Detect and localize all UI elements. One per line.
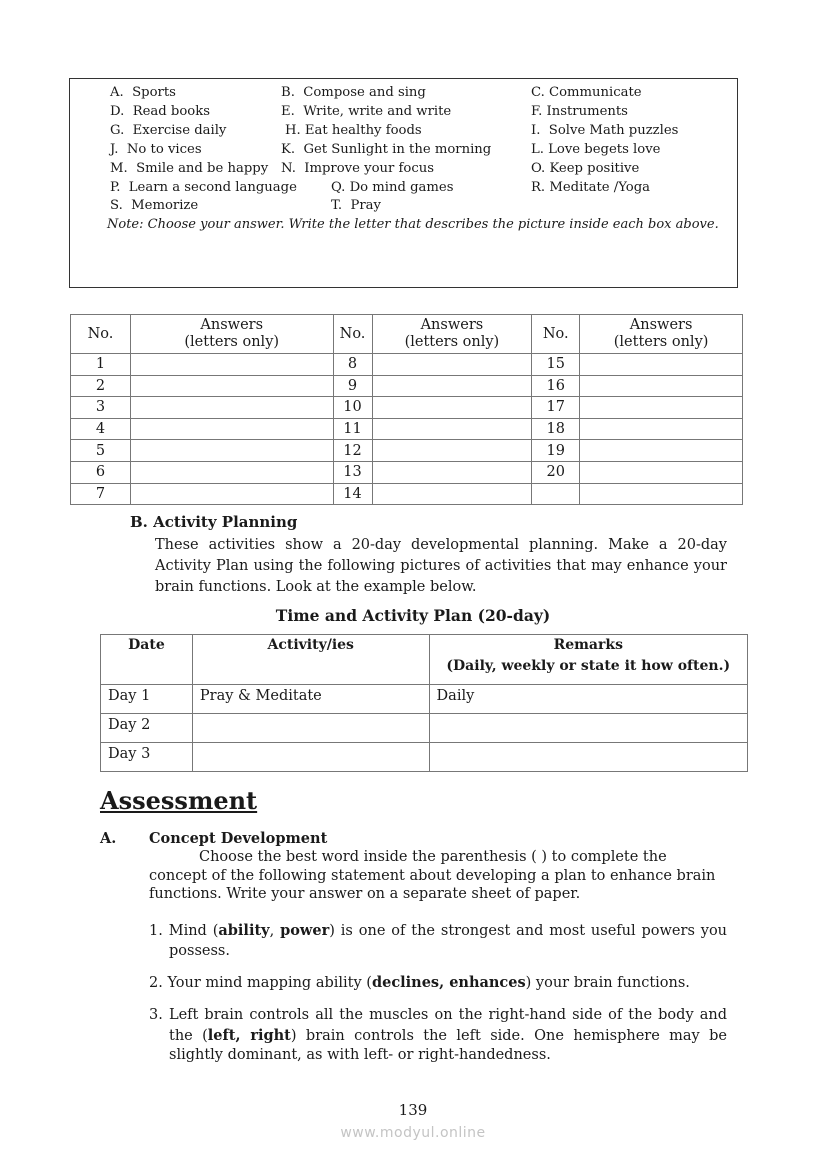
table-row xyxy=(71,483,743,505)
choice-m: M. Smile and be happy xyxy=(110,161,269,176)
header-no: No. xyxy=(333,315,372,354)
item-number: 12 xyxy=(333,440,372,462)
activity-planning-heading: B. Activity Planning xyxy=(130,513,298,531)
choice-i: I. Solve Math puzzles xyxy=(531,123,679,138)
answer-cell[interactable] xyxy=(130,440,333,462)
remarks-cell[interactable] xyxy=(429,714,747,743)
item-number: 11 xyxy=(333,418,372,440)
choice-o: O. Keep positive xyxy=(531,161,640,176)
table-row xyxy=(71,375,743,397)
answer-cell[interactable] xyxy=(372,483,532,505)
item-number: 15 xyxy=(532,354,580,376)
answer-cell[interactable] xyxy=(372,461,532,483)
question-3: 3. Left brain controls all the muscles on the right-hand side of the body and the (left, right) brain controls the left side. One hemisphere may be slightly dominant, as with left- or right-handedness. xyxy=(149,1007,727,1063)
answer-cell[interactable] xyxy=(130,397,333,419)
item-number: 13 xyxy=(333,461,372,483)
choice-p: P. Learn a second language xyxy=(110,180,297,195)
header-answers: Answers (letters only) xyxy=(580,315,743,354)
page-number: 139 xyxy=(398,1101,428,1119)
item-number: 5 xyxy=(71,440,131,462)
choices-box xyxy=(69,78,738,288)
answer-cell[interactable] xyxy=(580,418,743,440)
answer-cell[interactable] xyxy=(580,483,743,505)
activity-cell[interactable] xyxy=(192,743,429,772)
choice-d: D. Read books xyxy=(110,104,210,119)
section-letter: A. xyxy=(100,830,117,847)
header-remarks: Remarks (Daily, weekly or state it how often.) xyxy=(429,635,747,685)
answer-cell[interactable] xyxy=(580,397,743,419)
item-number: 10 xyxy=(333,397,372,419)
choice-g: G. Exercise daily xyxy=(110,123,227,138)
answer-cell[interactable] xyxy=(580,354,743,376)
choice-e: E. Write, write and write xyxy=(281,104,452,119)
item-number xyxy=(532,483,580,505)
item-number: 9 xyxy=(333,375,372,397)
watermark: www.modyul.online xyxy=(340,1125,486,1141)
table-row xyxy=(71,354,743,376)
remarks-cell[interactable] xyxy=(429,743,747,772)
table-row xyxy=(101,714,748,743)
header-activity: Activity/ies xyxy=(192,635,429,685)
date-cell: Day 1 xyxy=(101,685,193,714)
table-row xyxy=(71,418,743,440)
answer-cell[interactable] xyxy=(372,440,532,462)
header-no: No. xyxy=(532,315,580,354)
item-number: 18 xyxy=(532,418,580,440)
item-number: 2 xyxy=(71,375,131,397)
item-number: 14 xyxy=(333,483,372,505)
choices-note: Note: Choose your answer. Write the letter that describes the picture inside each box above. xyxy=(107,217,719,232)
section-title: Concept Development xyxy=(149,830,328,847)
question-1: 1. Mind (ability, power) is one of the strongest and most useful powers you possess. xyxy=(149,922,728,959)
choice-a: A. Sports xyxy=(110,85,176,100)
date-cell: Day 2 xyxy=(101,714,193,743)
answer-cell[interactable] xyxy=(372,418,532,440)
answer-table xyxy=(70,314,743,505)
assessment-title: Assessment xyxy=(100,786,258,815)
choice-s: S. Memorize xyxy=(110,198,199,213)
choice-n: N. Improve your focus xyxy=(281,161,434,176)
answer-cell[interactable] xyxy=(372,375,532,397)
remarks-cell[interactable]: Daily xyxy=(429,685,747,714)
activity-cell[interactable]: Pray & Meditate xyxy=(192,685,429,714)
answer-cell[interactable] xyxy=(372,354,532,376)
choice-h: H. Eat healthy foods xyxy=(285,123,422,138)
item-number: 4 xyxy=(71,418,131,440)
choice-r: R. Meditate /Yoga xyxy=(531,180,650,195)
item-number: 3 xyxy=(71,397,131,419)
answer-cell[interactable] xyxy=(372,397,532,419)
choice-f: F. Instruments xyxy=(531,104,628,119)
table-row xyxy=(101,685,748,714)
item-number: 19 xyxy=(532,440,580,462)
item-number: 20 xyxy=(532,461,580,483)
answer-cell[interactable] xyxy=(130,354,333,376)
answer-cell[interactable] xyxy=(580,461,743,483)
item-number: 17 xyxy=(532,397,580,419)
table-row xyxy=(101,743,748,772)
question-2: 2. Your mind mapping ability (declines, enhances) your brain functions. xyxy=(149,974,690,991)
plan-title: Time and Activity Plan (20-day) xyxy=(275,606,551,625)
item-number: 6 xyxy=(71,461,131,483)
item-number: 16 xyxy=(532,375,580,397)
table-row xyxy=(71,461,743,483)
choice-k: K. Get Sunlight in the morning xyxy=(281,142,492,157)
activity-cell[interactable] xyxy=(192,714,429,743)
table-row xyxy=(71,440,743,462)
header-answers: Answers (letters only) xyxy=(372,315,532,354)
header-no: No. xyxy=(71,315,131,354)
header-answers: Answers (letters only) xyxy=(130,315,333,354)
answer-cell[interactable] xyxy=(130,375,333,397)
choice-b: B. Compose and sing xyxy=(281,85,426,100)
header-date: Date xyxy=(101,635,193,685)
choice-l: L. Love begets love xyxy=(531,142,661,157)
choice-q: Q. Do mind games xyxy=(331,180,454,195)
answer-table-header xyxy=(71,315,743,354)
choice-j: J. No to vices xyxy=(110,142,202,157)
answer-cell[interactable] xyxy=(130,483,333,505)
activity-plan-table xyxy=(100,634,748,772)
activity-planning-paragraph: These activities show a 20-day developmental planning. Make a 20-day Activity Plan using the following pictures of activities that may enhance your brain functions. Look at the example below. xyxy=(155,537,727,595)
item-number: 7 xyxy=(71,483,131,505)
table-row xyxy=(71,397,743,419)
answer-cell[interactable] xyxy=(580,440,743,462)
choice-c: C. Communicate xyxy=(531,85,642,100)
item-number: 8 xyxy=(333,354,372,376)
plan-table-header xyxy=(101,635,748,685)
date-cell: Day 3 xyxy=(101,743,193,772)
answer-cell[interactable] xyxy=(130,418,333,440)
item-number: 1 xyxy=(71,354,131,376)
answer-cell[interactable] xyxy=(130,461,333,483)
choice-t: T. Pray xyxy=(331,198,381,213)
section-instructions: Choose the best word inside the parenthesis ( ) to complete the concept of the following statement about developing a plan to enhance brain functions. Write your answer on a separate sheet of paper. xyxy=(149,849,716,902)
answer-cell[interactable] xyxy=(580,375,743,397)
